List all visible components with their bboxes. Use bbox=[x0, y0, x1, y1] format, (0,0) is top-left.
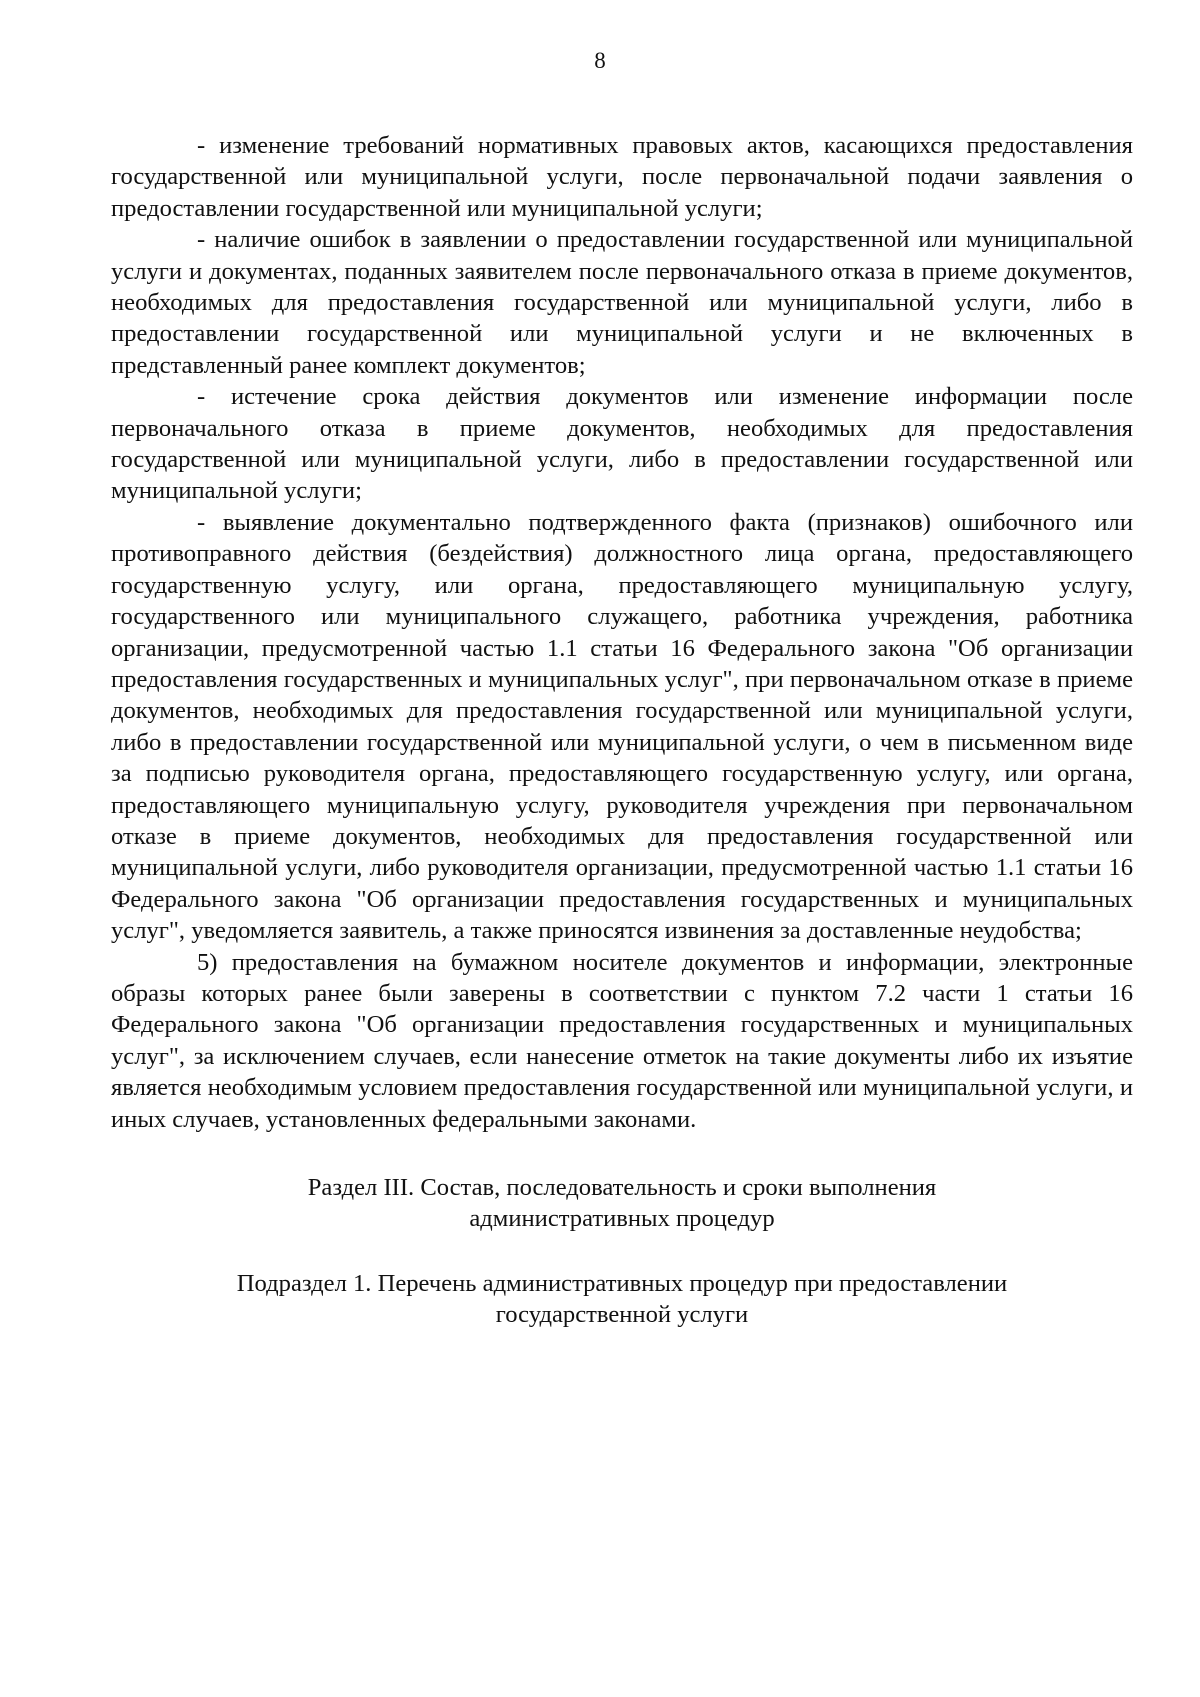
page-number: 8 bbox=[594, 48, 606, 73]
section-heading bbox=[111, 1172, 1133, 1235]
section-heading-line-2: административных процедур bbox=[469, 1205, 775, 1233]
document-body bbox=[111, 130, 1133, 1331]
subsection-heading-line-1: Подраздел 1. Перечень административных процедур при предоставлении bbox=[236, 1269, 1008, 1297]
list-item-official-error: - выявление документально подтвержденного факта (признаков) ошибочного или противоправного действия (бездействия) должностного лица органа, предоставляющего государственную услугу, или органа, предоставляющего муниципальную услугу, государственного или муниципального служащего, работника учреждения, работника организации, предусмотренной частью 1.1 статьи 16 Федерального закона "Об организации предоставления государственных и муниципальных услуг", при первоначальном отказе в приеме документов, необходимых для предоставления государственной или муниципальной услуги, либо в предоставлении государственной или муниципальной услуги, о чем в письменном виде за подписью руководителя органа, предоставляющего государственную услугу, или органа, предоставляющего муниципальную услугу, руководителя учреждения при первоначальном отказе в приеме документов, необходимых для предоставления государственной или муниципальной услуги, либо руководителя организации, предусмотренной частью 1.1 статьи 16 Федерального закона "Об организации предоставления государственных и муниципальных услуг", уведомляется заявитель, а также приносятся извинения за доставленные неудобства; bbox=[111, 508, 1133, 945]
subsection-heading-line-2: государственной услуги bbox=[495, 1301, 749, 1329]
subsection-heading bbox=[111, 1268, 1133, 1331]
list-item-requirements-change: - изменение требований нормативных правовых актов, касающихся предоставления государственной или муниципальной услуги, после первоначальной подачи заявления о предоставлении государственной или муниципальной услуги; bbox=[111, 132, 1133, 222]
list-item-documents-expiry: - истечение срока действия документов или изменение информации после первоначального отказа в приеме документов, необходимых для предоставления государственной или муниципальной услуги, либо в предоставлении государственной или муниципальной услуги; bbox=[111, 383, 1133, 505]
list-item-application-errors: - наличие ошибок в заявлении о предоставлении государственной или муниципальной услуги и документах, поданных заявителем после первоначального отказа в приеме документов, необходимых для предоставления государственной или муниципальной услуги, либо в предоставлении государственной или муниципальной услуги и не включенных в представленный ранее комплект документов; bbox=[111, 226, 1133, 379]
section-heading-line-1: Раздел III. Состав, последовательность и сроки выполнения bbox=[307, 1174, 937, 1201]
list-item-paper-documents: 5) предоставления на бумажном носителе документов и информации, электронные образы которых ранее были заверены в соответствии с пунктом 7.2 части 1 статьи 16 Федерального закона "Об организации предоставления государственных и муниципальных услуг", за исключением случаев, если нанесение отметок на такие документы либо их изъятие является необходимым условием предоставления государственной или муниципальной услуги, и иных случаев, установленных федеральными законами. bbox=[111, 948, 1133, 1133]
